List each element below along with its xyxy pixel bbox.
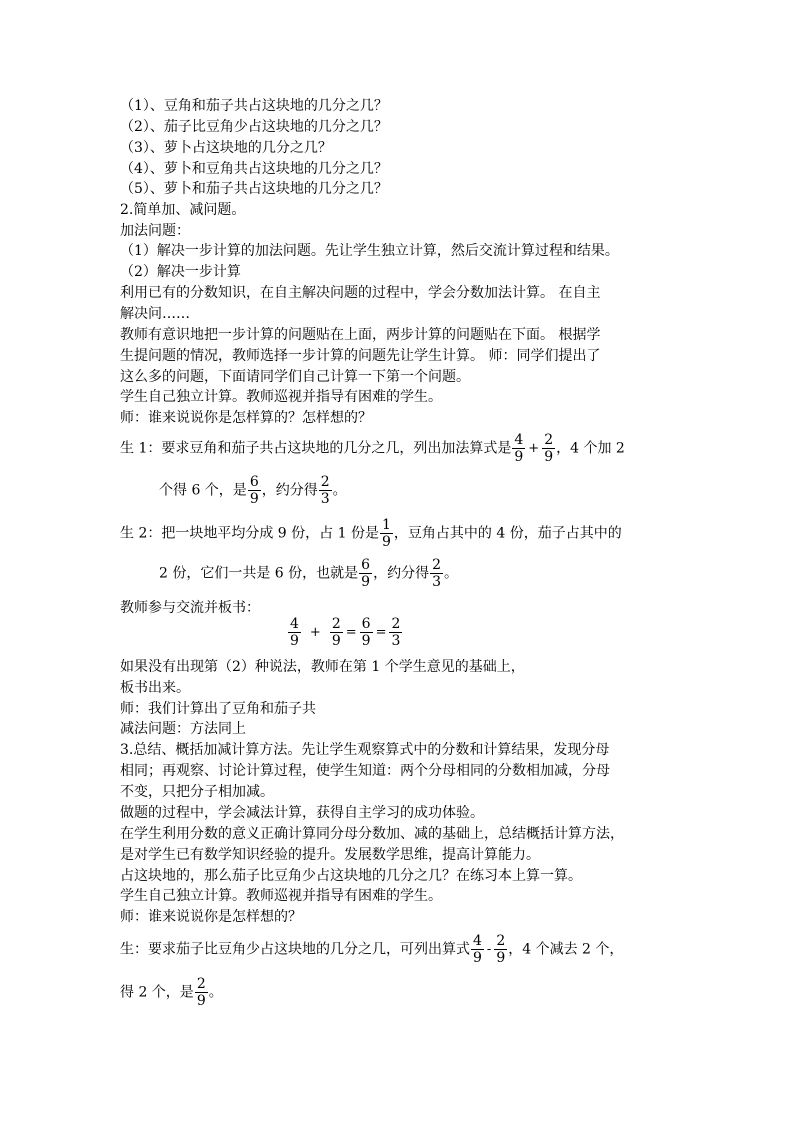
text-line: 师：谁来说说你是怎样算的？怎样想的？ bbox=[120, 410, 372, 426]
denominator: 9 bbox=[249, 491, 259, 507]
fraction bbox=[330, 616, 343, 649]
fraction bbox=[389, 616, 402, 649]
fraction bbox=[360, 616, 373, 649]
numerator: 2 bbox=[432, 557, 442, 573]
question-3: （3）、萝卜占这块地的几分之几？ bbox=[120, 140, 332, 156]
text-line: 学生自己独立计算。教师巡视并指导有困难的学生。 bbox=[120, 389, 442, 405]
denominator: 3 bbox=[391, 633, 401, 649]
numerator: 6 bbox=[361, 557, 371, 573]
denominator: 9 bbox=[496, 950, 506, 966]
text-line: 加法问题： bbox=[120, 223, 190, 239]
text: 生 2：把一块地平均分成 9 份，占 1 份是 bbox=[120, 525, 379, 542]
fraction bbox=[542, 432, 555, 465]
student-1-text-b: ，4 个加 2 bbox=[556, 440, 625, 457]
fraction bbox=[430, 557, 443, 590]
text-line: 减法问题：方法同上 bbox=[120, 721, 246, 737]
text-line: 这么多的问题，下面请同学们自己计算一下第一个问题。 bbox=[120, 369, 470, 385]
numerator: 2 bbox=[391, 616, 401, 632]
fraction bbox=[248, 474, 261, 507]
student-subtraction-answer bbox=[120, 933, 623, 966]
text-line: 教师参与交流并板书： bbox=[120, 600, 260, 616]
text-line: 如果没有出现第（2）种说法，教师在第 1 个学生意见的基础上， bbox=[120, 659, 525, 675]
student-1-text-a: 生 1：要求豆角和茄子共占这块地的几分之几，列出加法算式是 bbox=[120, 440, 512, 457]
text: ，4 个减去 2 个， bbox=[508, 941, 624, 958]
plus-sign: + bbox=[309, 625, 321, 640]
minus-sign: - bbox=[486, 942, 492, 957]
text-line: 不变，只把分子相加减。 bbox=[120, 784, 274, 800]
text-line: 师：谁来说说你是怎样想的？ bbox=[120, 909, 302, 925]
question-4: （4）、萝卜和豆角共占这块地的几分之几？ bbox=[120, 161, 388, 177]
text-line: 师：我们计算出了豆角和茄子共 bbox=[120, 701, 316, 717]
student-subtraction-answer-cont bbox=[120, 976, 223, 1009]
fraction bbox=[288, 616, 301, 649]
text-line: 学生自己独立计算。教师巡视并指导有困难的学生。 bbox=[120, 888, 442, 904]
text-line: 相同；再观察、讨论计算过程，使学生知道：两个分母相同的分数相加减，分母 bbox=[120, 763, 610, 779]
denominator: 3 bbox=[320, 491, 330, 507]
text-line: 利用已有的分数知识，在自主解决问题的过程中，学会分数加法计算。 在自主 bbox=[120, 285, 601, 301]
text-line: 生提问题的情况，教师选择一步计算的问题先让学生计算。 师：同学们提出了 bbox=[120, 348, 601, 364]
board-equation bbox=[287, 616, 403, 649]
text-line: 做题的过程中，学会减法计算，获得自主学习的成功体验。 bbox=[120, 805, 484, 821]
text: 2 份，它们一共是 6 份，也就是 bbox=[159, 565, 359, 582]
text: 。 bbox=[444, 565, 459, 582]
denominator: 9 bbox=[514, 449, 524, 465]
denominator: 9 bbox=[361, 574, 371, 590]
text: ，约分得 bbox=[373, 565, 430, 582]
text-line: 板书出来。 bbox=[120, 680, 190, 696]
section-heading-2: 2.简单加、减问题。 bbox=[120, 202, 246, 218]
student-1-answer-cont bbox=[159, 474, 347, 507]
numerator: 2 bbox=[496, 933, 506, 949]
plus-sign: + bbox=[528, 441, 540, 456]
denominator: 3 bbox=[432, 574, 442, 590]
fraction bbox=[380, 517, 393, 550]
numerator: 6 bbox=[361, 616, 371, 632]
numerator: 2 bbox=[196, 976, 206, 992]
text: 生：要求茄子比豆角少占这块地的几分之几，可列出算式 bbox=[120, 941, 470, 958]
fraction bbox=[195, 976, 208, 1009]
question-5: （5）、萝卜和茄子共占这块地的几分之几？ bbox=[120, 181, 388, 197]
denominator: 9 bbox=[331, 633, 341, 649]
question-1: （1）、豆角和茄子共占这块地的几分之几？ bbox=[120, 98, 388, 114]
numerator: 2 bbox=[544, 432, 554, 448]
numerator: 2 bbox=[320, 474, 330, 490]
denominator: 9 bbox=[473, 950, 482, 966]
numerator: 4 bbox=[290, 616, 299, 632]
fraction bbox=[359, 557, 372, 590]
question-2: （2）、茄子比豆角少占这块地的几分之几？ bbox=[120, 119, 388, 135]
equals-sign: = bbox=[345, 625, 357, 640]
text-line: 解决问…… bbox=[120, 306, 190, 322]
fraction bbox=[319, 474, 332, 507]
fraction bbox=[494, 933, 507, 966]
text-line: 在学生利用分数的意义正确计算同分母分数加、减的基础上，总结概括计算方法， bbox=[120, 826, 624, 842]
text-line: 教师有意识地把一步计算的问题贴在上面，两步计算的问题贴在下面。 根据学 bbox=[120, 327, 601, 343]
denominator: 9 bbox=[290, 633, 299, 649]
text: 。 bbox=[332, 482, 347, 499]
denominator: 9 bbox=[361, 633, 371, 649]
numerator: 4 bbox=[514, 432, 524, 448]
numerator: 1 bbox=[381, 517, 391, 533]
fraction bbox=[512, 432, 525, 465]
text: 得 2 个，是 bbox=[120, 984, 194, 1001]
denominator: 9 bbox=[381, 534, 391, 550]
numerator: 2 bbox=[331, 616, 341, 632]
text-line: 是对学生已有数学知识经验的提升。发展数学思维，提高计算能力。 bbox=[120, 847, 540, 863]
fraction bbox=[471, 933, 484, 966]
text: 。 bbox=[208, 984, 223, 1001]
student-2-answer-cont bbox=[159, 557, 458, 590]
text: ，豆角占其中的 4 份，茄子占其中的 bbox=[393, 525, 622, 542]
equals-sign: = bbox=[375, 625, 387, 640]
section-heading-3: 3.总结、概括加减计算方法。先让学生观察算式中的分数和计算结果，发现分母 bbox=[120, 742, 610, 758]
denominator: 9 bbox=[544, 449, 554, 465]
text: 个得 6 个，是 bbox=[159, 482, 247, 499]
numerator: 4 bbox=[473, 933, 482, 949]
text-line: 占这块地的，那么茄子比豆角少占这块地的几分之几？在练习本上算一算。 bbox=[120, 868, 582, 884]
student-1-answer bbox=[120, 432, 625, 465]
student-2-answer bbox=[120, 517, 622, 550]
text-line: （2）解决一步计算 bbox=[120, 264, 241, 280]
text-line: （1）解决一步计算的加法问题。先让学生独立计算，然后交流计算过程和结果。 bbox=[120, 243, 619, 259]
text: ，约分得 bbox=[261, 482, 318, 499]
numerator: 6 bbox=[249, 474, 259, 490]
denominator: 9 bbox=[196, 993, 206, 1009]
